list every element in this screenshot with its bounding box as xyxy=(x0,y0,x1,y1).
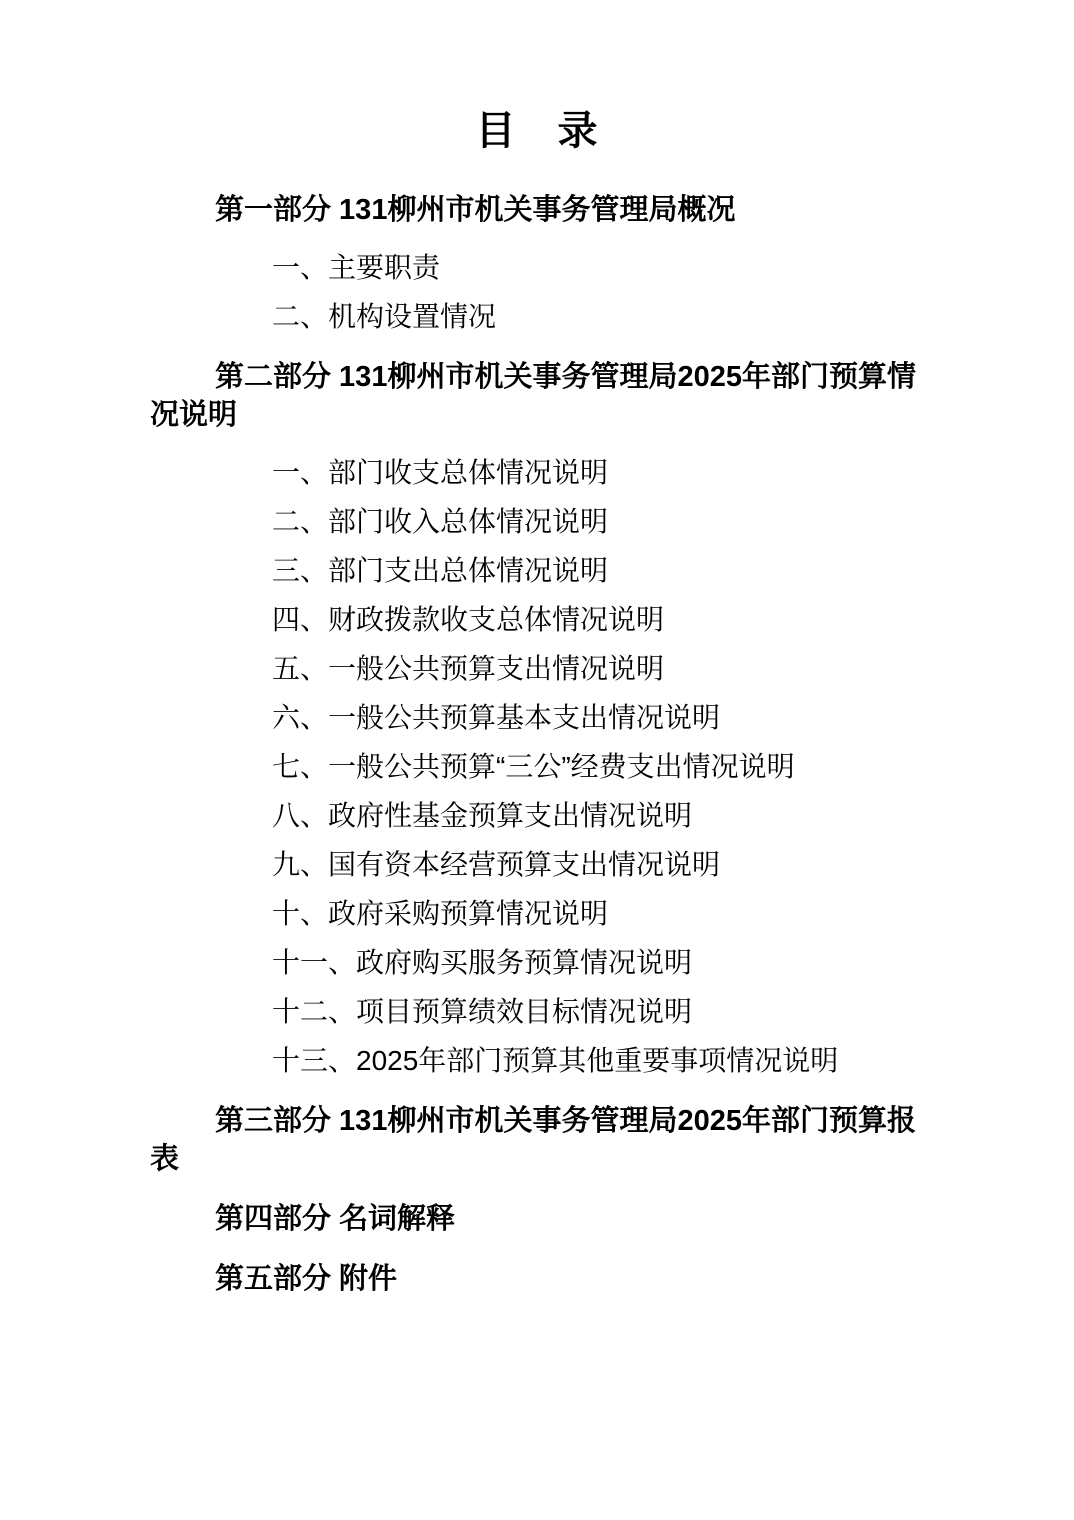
page-title: 目 录 xyxy=(475,109,599,153)
toc-entry: 八、政府性基金预算支出情况说明 xyxy=(272,800,693,831)
part-2-items xyxy=(150,454,924,1080)
toc-entry: 一、主要职责 xyxy=(272,252,441,283)
part-3-heading: 第三部分 131柳州市机关事务管理局2025年部门预算报表 xyxy=(150,1105,916,1175)
toc-entry: 五、一般公共预算支出情况说明 xyxy=(272,653,665,684)
toc-entry: 十一、政府购买服务预算情况说明 xyxy=(272,947,693,978)
toc-entry: 十二、项目预算绩效目标情况说明 xyxy=(272,996,693,1027)
part-4-heading: 第四部分 名词解释 xyxy=(215,1203,456,1235)
toc-entry: 九、国有资本经营预算支出情况说明 xyxy=(272,849,721,880)
part-2-heading: 第二部分 131柳州市机关事务管理局2025年部门预算情况说明 xyxy=(150,361,916,431)
part-1-items xyxy=(150,249,924,336)
toc-entry: 六、一般公共预算基本支出情况说明 xyxy=(272,702,721,733)
toc-entry: 二、机构设置情况 xyxy=(272,301,497,332)
toc-entry: 七、一般公共预算“三公”经费支出情况说明 xyxy=(272,751,795,782)
part-5-heading: 第五部分 附件 xyxy=(215,1263,398,1295)
toc-entry: 三、部门支出总体情况说明 xyxy=(272,555,609,586)
toc-entry: 四、财政拨款收支总体情况说明 xyxy=(272,604,665,635)
toc-entry: 十、政府采购预算情况说明 xyxy=(272,898,609,929)
toc-entry: 一、部门收支总体情况说明 xyxy=(272,457,609,488)
toc-entry: 十三、2025年部门预算其他重要事项情况说明 xyxy=(272,1045,839,1076)
toc-entry: 二、部门收入总体情况说明 xyxy=(272,506,609,537)
part-1-heading: 第一部分 131柳州市机关事务管理局概况 xyxy=(215,194,736,226)
